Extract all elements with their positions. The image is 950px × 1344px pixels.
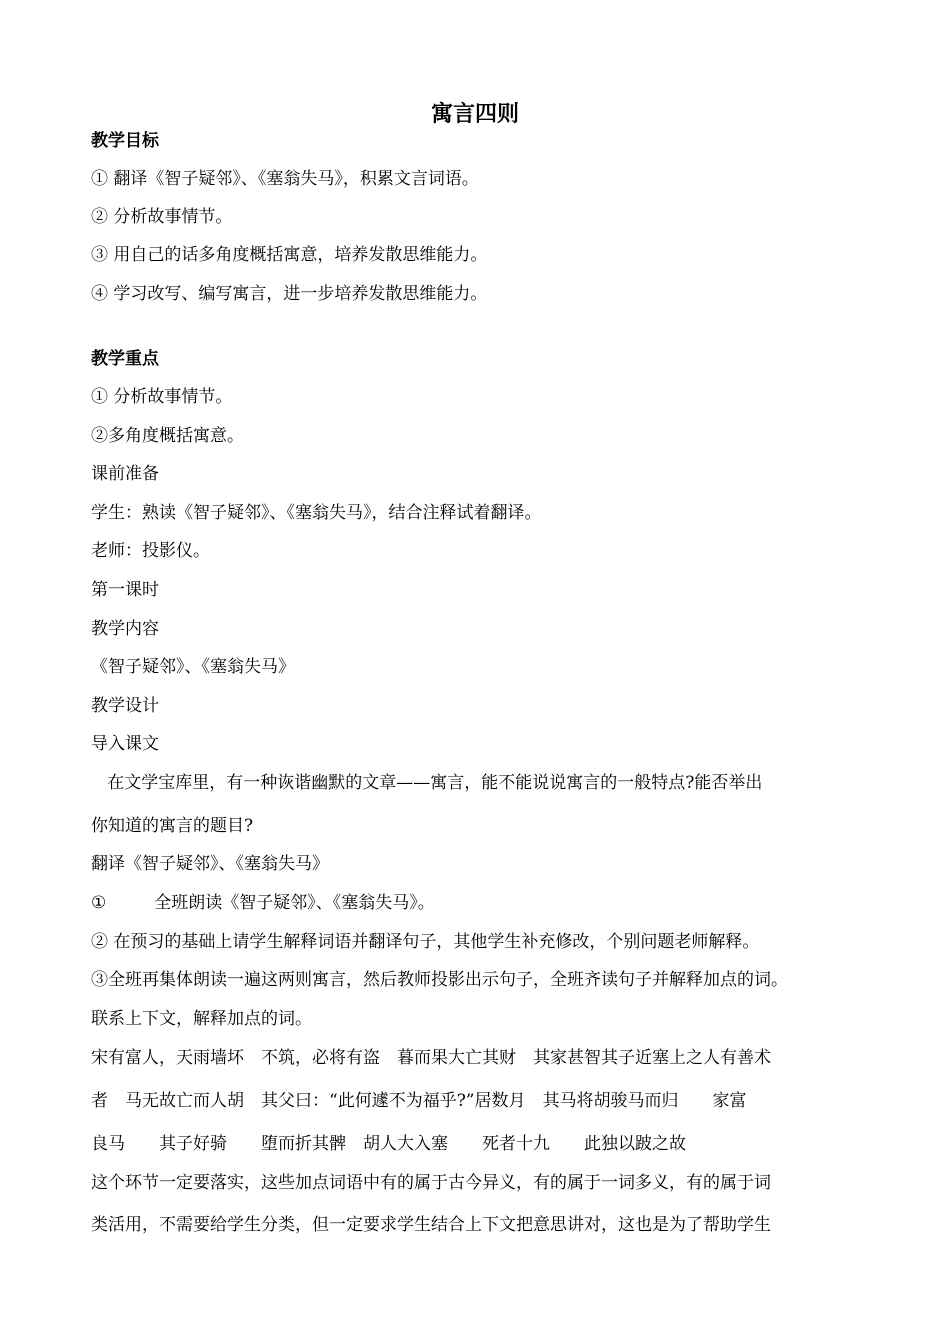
key-point-item: ②多角度概括寓意。 (91, 426, 244, 446)
step-item: ③全班再集体朗读一遍这两则寓言，然后教师投影出示句子，全班齐读句子并解释加点的词。 (91, 970, 788, 990)
phrase: 其父曰：“此何遽不为福乎?”居数月 (261, 1091, 526, 1111)
step-number: ① (91, 893, 107, 913)
intro-paragraph-line: 你知道的寓言的题目? (91, 816, 254, 836)
phrase-line (91, 1090, 747, 1112)
phrase: 其子好骑 (159, 1134, 227, 1154)
phrase-line (91, 1133, 686, 1155)
phrase: 宋有富人，天雨墙坏 (91, 1048, 244, 1068)
goal-item: ④ 学习改写、编写寓言，进一步培养发散思维能力。 (91, 284, 488, 304)
note-paragraph-line: 类活用，不需要给学生分类，但一定要求学生结合上下文把意思讲对，这也是为了帮助学生 (91, 1215, 771, 1235)
phrase: 暮而果大亡其财 (397, 1048, 516, 1068)
note-paragraph-line: 这个环节一定要落实，这些加点词语中有的属于古今异义，有的属于一词多义，有的属于词 (91, 1173, 771, 1193)
phrase: 此独以跛之故 (584, 1134, 686, 1154)
phrase: 死者十九 (482, 1134, 550, 1154)
lesson-period: 第一课时 (91, 580, 159, 600)
preparation-heading: 课前准备 (91, 464, 159, 484)
intro-paragraph-line: 在文学宝库里，有一种诙谐幽默的文章——寓言，能不能说说寓言的一般特点?能否举出 (91, 773, 763, 793)
phrase: 家富 (712, 1091, 747, 1111)
preparation-teacher: 老师：投影仪。 (91, 541, 210, 561)
phrase-line (91, 1047, 771, 1069)
key-points-heading: 教学重点 (91, 349, 159, 369)
preparation-student: 学生：熟读《智子疑邻》、《塞翁失马》，结合注释试着翻译。 (91, 503, 542, 523)
document-title: 寓言四则 (430, 101, 519, 127)
phrase: 堕而折其髀 (261, 1134, 346, 1154)
goal-item: ② 分析故事情节。 (91, 207, 233, 227)
lesson-content: 《智子疑邻》、《塞翁失马》 (91, 657, 295, 677)
context-instruction: 联系上下文，解释加点的词。 (91, 1009, 312, 1029)
phrase: 良马 (91, 1134, 125, 1154)
phrase: 马无故亡而人胡 (125, 1091, 244, 1111)
phrase: 不筑，必将有盗 (261, 1048, 380, 1068)
translate-heading: 翻译《智子疑邻》、《塞翁失马》 (91, 854, 329, 874)
key-point-item: ① 分析故事情节。 (91, 387, 233, 407)
content-heading: 教学内容 (91, 619, 159, 639)
phrase: 胡人大入塞 (363, 1134, 448, 1154)
step-item: ② 在预习的基础上请学生解释词语并翻译句子，其他学生补充修改，个别问题老师解释。 (91, 932, 760, 952)
phrase: 其马将胡骏马而归 (542, 1091, 679, 1111)
goals-heading: 教学目标 (91, 131, 159, 151)
step-text: 全班朗读《智子疑邻》、《塞翁失马》。 (154, 893, 435, 913)
goal-item: ① 翻译《智子疑邻》、《塞翁失马》，积累文言词语。 (91, 169, 479, 189)
phrase: 其家甚智其子近塞上之人有善术 (533, 1048, 771, 1068)
step-item (91, 892, 435, 914)
goal-item: ③ 用自己的话多角度概括寓意，培养发散思维能力。 (91, 245, 488, 265)
intro-heading: 导入课文 (91, 734, 159, 754)
phrase: 者 (91, 1091, 108, 1111)
design-heading: 教学设计 (91, 696, 159, 716)
